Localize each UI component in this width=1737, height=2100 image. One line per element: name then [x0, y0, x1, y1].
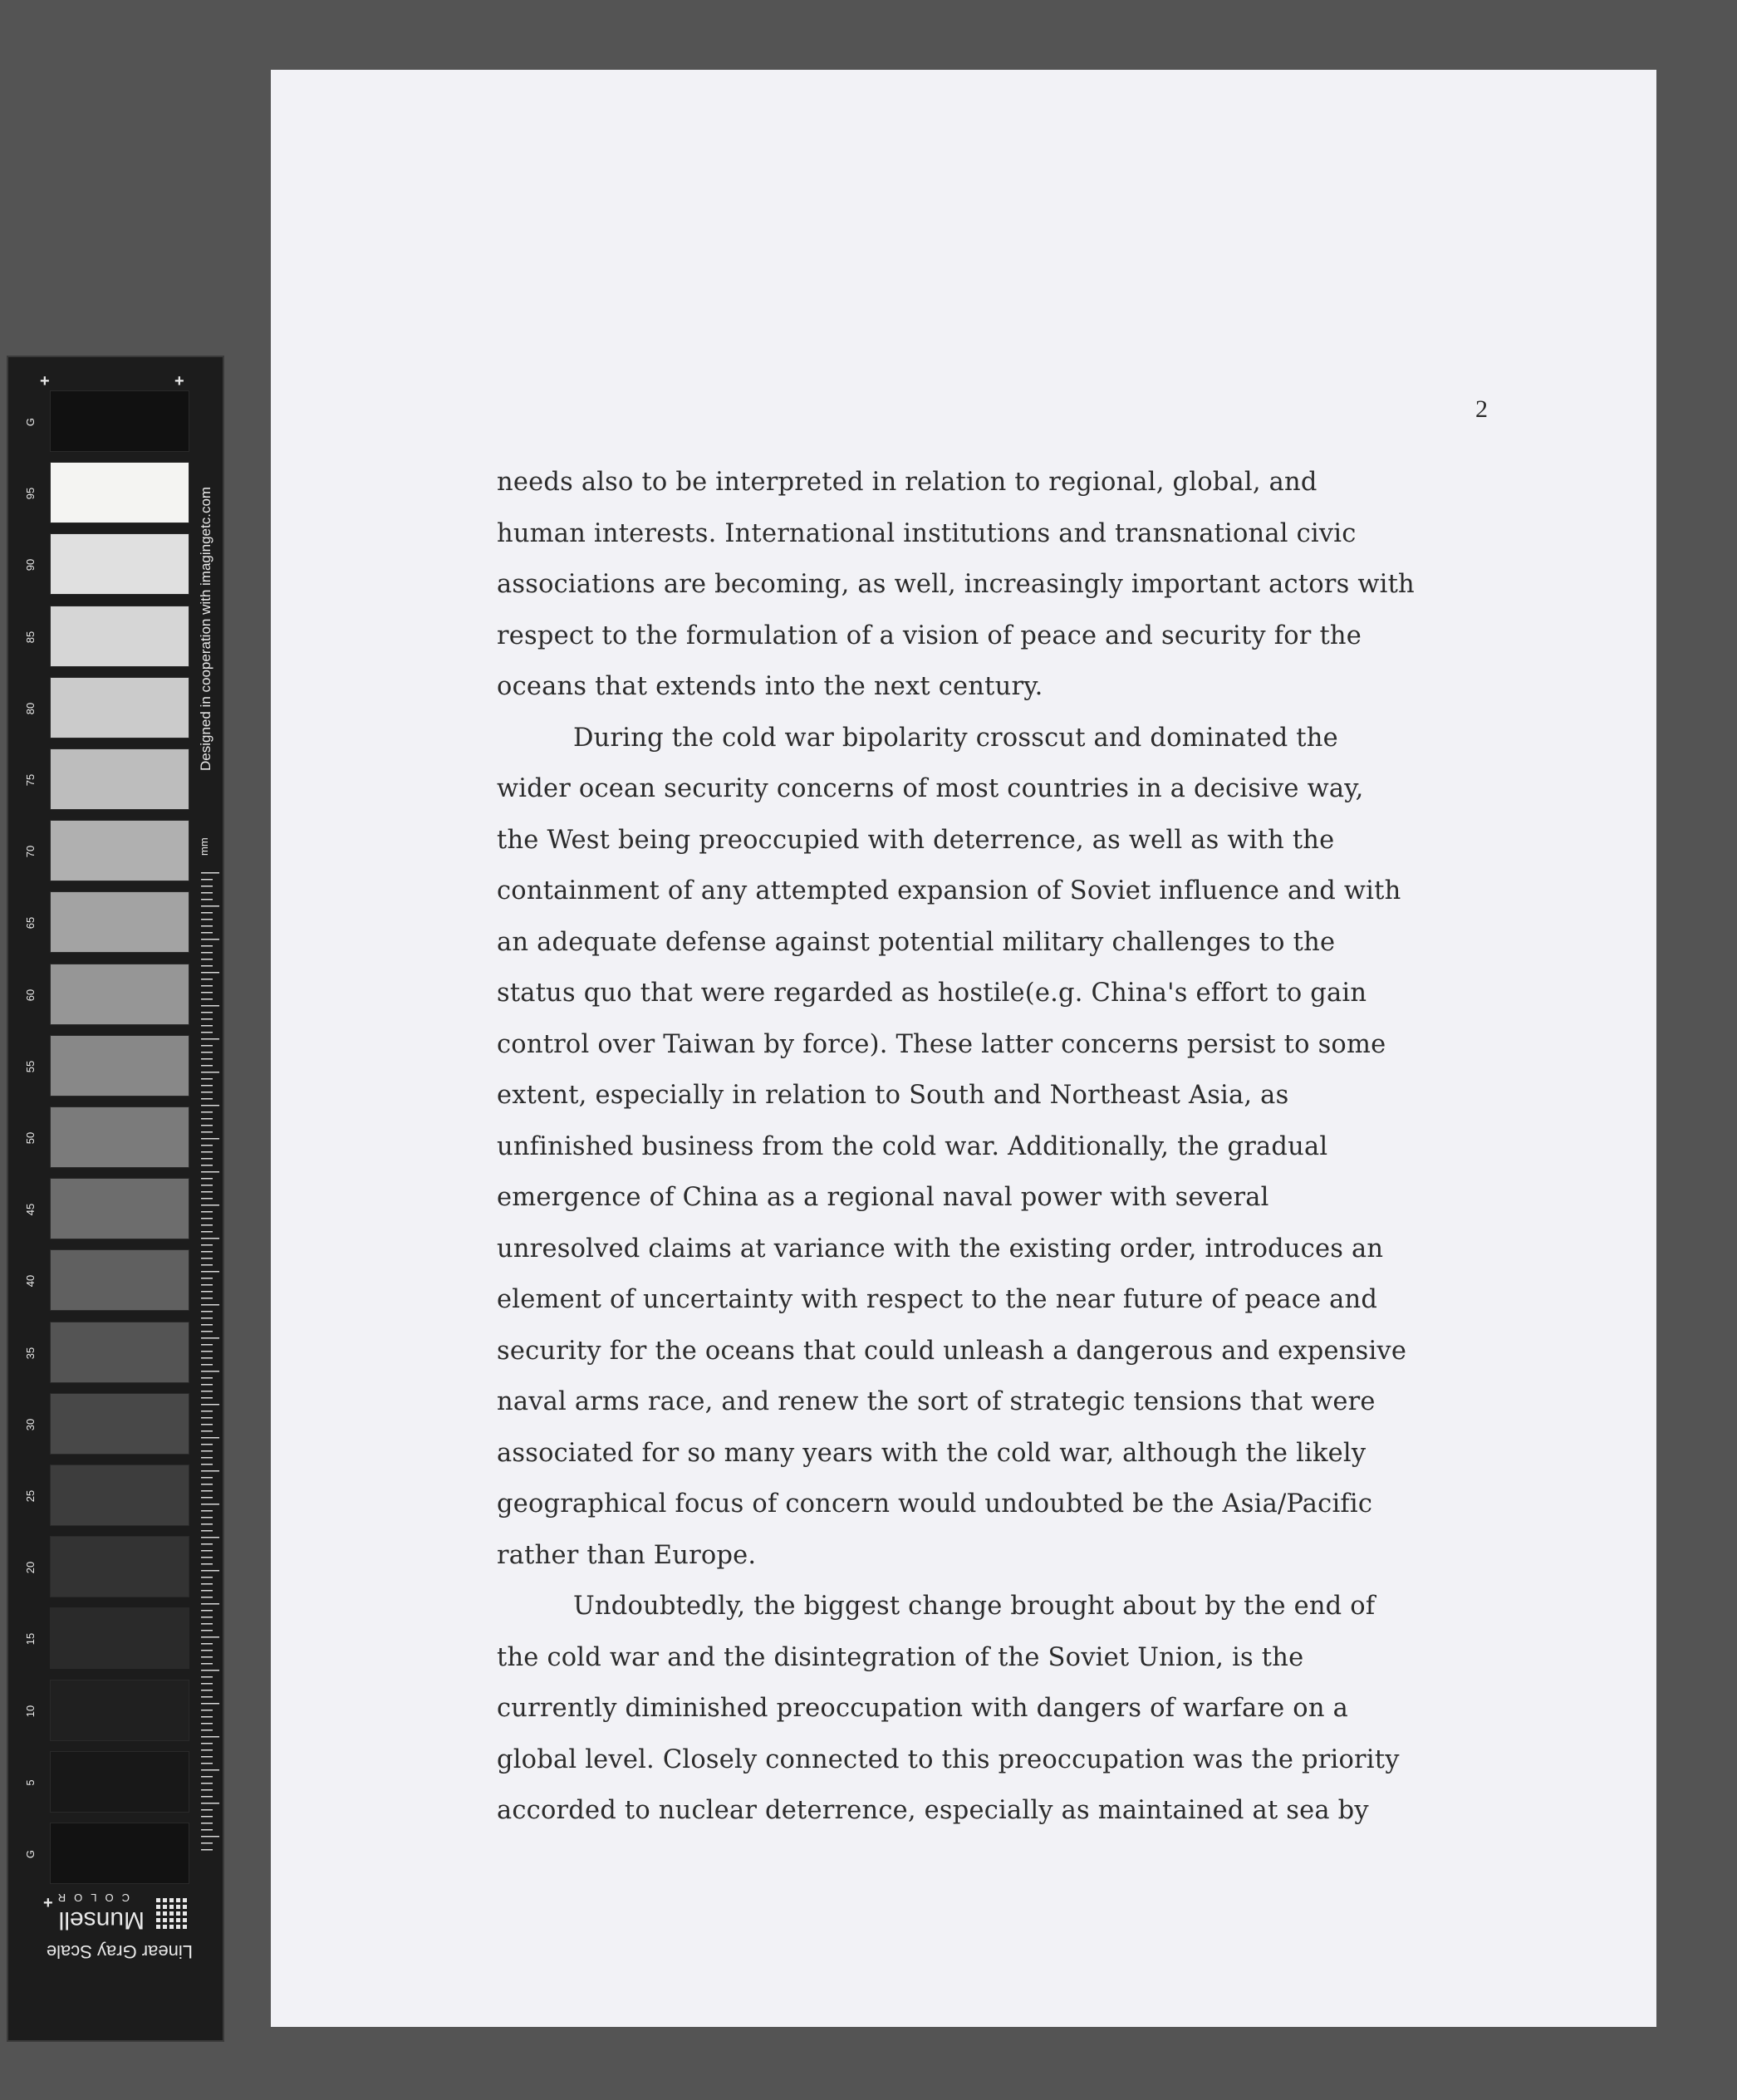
scale-name-label: Linear Gray Scale: [46, 1941, 193, 1962]
text-line: extent, especially in relation to South and Northeast Asia, as: [497, 1081, 1289, 1110]
millimeter-ruler: [201, 872, 223, 1852]
text-line: emergence of China as a regional naval power with several: [497, 1183, 1269, 1212]
gray-swatch: [50, 964, 189, 1025]
gray-swatch: [50, 1322, 189, 1383]
text-line: status quo that were regarded as hostile(e.g. China's effort to gain: [497, 979, 1367, 1008]
registration-mark: +: [40, 372, 50, 390]
registration-mark: +: [174, 372, 184, 390]
text-line: human interests. International institutions and transnational civic: [497, 518, 1357, 548]
gray-swatch: [50, 390, 189, 452]
step-label: 30: [24, 1418, 37, 1431]
gray-swatch: [50, 748, 189, 810]
gray-scale-card: [7, 356, 224, 2042]
gray-swatch: [50, 1751, 189, 1813]
gray-swatch: [50, 1106, 189, 1168]
step-label: 75: [24, 773, 37, 787]
text-line: currently diminished preoccupation with dangers of warfare on a: [497, 1694, 1348, 1723]
gray-swatch: [50, 677, 189, 738]
gray-swatch: [50, 1393, 189, 1455]
gray-swatch: [50, 1823, 189, 1884]
gray-swatch: [50, 820, 189, 881]
text-line: rather than Europe.: [497, 1540, 757, 1570]
step-label: 20: [24, 1561, 37, 1574]
step-label: 5: [24, 1779, 37, 1786]
step-label: 55: [24, 1060, 37, 1073]
credit-text: Designed in cooperation with imagingetc.com: [198, 486, 213, 771]
unit-label: mm: [198, 837, 210, 856]
step-label: 40: [24, 1275, 37, 1288]
step-label: G: [24, 1849, 37, 1859]
gray-swatch: [50, 533, 189, 595]
gray-swatch: [50, 1536, 189, 1597]
text-line: the West being preoccupied with deterrence, as well as with the: [497, 825, 1335, 855]
text-line: security for the oceans that could unleash a dangerous and expensive: [497, 1336, 1407, 1366]
gray-swatch: [50, 1178, 189, 1239]
step-label: 70: [24, 845, 37, 858]
brand-sub-label: COLOR: [49, 1891, 130, 1904]
step-label: 65: [24, 917, 37, 930]
text-line: geographical focus of concern would undoubted be the Asia/Pacific: [497, 1489, 1373, 1519]
step-label: 90: [24, 559, 37, 572]
text-line: needs also to be interpreted in relation to regional, global, and: [497, 468, 1317, 497]
text-line: containment of any attempted expansion of Soviet influence and with: [497, 876, 1401, 905]
gray-swatch: [50, 1465, 189, 1526]
step-label: 35: [24, 1347, 37, 1359]
munsell-logo-icon: [154, 1898, 187, 1931]
text-line: an adequate defense against potential military challenges to the: [497, 927, 1336, 957]
step-label: 95: [24, 487, 37, 500]
step-label: 15: [24, 1633, 37, 1646]
text-line: During the cold war bipolarity crosscut and dominated the: [573, 723, 1338, 753]
text-line: respect to the formulation of a vision of peace and security for the: [497, 621, 1362, 650]
gray-swatch: [50, 606, 189, 667]
step-label: 45: [24, 1203, 37, 1216]
text-line: accorded to nuclear deterrence, especially as maintained at sea by: [497, 1796, 1369, 1825]
registration-mark: +: [43, 1894, 53, 1912]
step-label: G: [24, 417, 37, 427]
page-number: 2: [1475, 395, 1488, 423]
step-label: 60: [24, 989, 37, 1001]
text-line: naval arms race, and renew the sort of strategic tensions that were: [497, 1387, 1376, 1416]
text-line: unfinished business from the cold war. Additionally, the gradual: [497, 1131, 1328, 1161]
gray-swatch: [50, 1035, 189, 1097]
text-line: unresolved claims at variance with the existing order, introduces an: [497, 1234, 1384, 1263]
gray-swatch: [50, 462, 189, 523]
text-line: associations are becoming, as well, increasingly important actors with: [497, 570, 1415, 599]
text-line: global level. Closely connected to this preoccupation was the priority: [497, 1744, 1400, 1774]
gray-swatch: [50, 891, 189, 953]
body-text: [497, 457, 1415, 1837]
text-line: control over Taiwan by force). These latter concerns persist to some: [497, 1029, 1386, 1059]
text-line: oceans that extends into the next century.: [497, 672, 1043, 701]
step-label: 85: [24, 630, 37, 643]
step-label: 10: [24, 1705, 37, 1717]
text-line: element of uncertainty with respect to the near future of peace and: [497, 1285, 1378, 1314]
text-line: the cold war and the disintegration of the Soviet Union, is the: [497, 1642, 1304, 1672]
step-label: 25: [24, 1489, 37, 1503]
text-line: Undoubtedly, the biggest change brought about by the end of: [573, 1592, 1376, 1621]
gray-swatch: [50, 1680, 189, 1741]
brand-label: Munsell: [58, 1906, 145, 1934]
text-line: wider ocean security concerns of most countries in a decisive way,: [497, 774, 1364, 803]
step-label: 50: [24, 1131, 37, 1145]
gray-swatch: [50, 1249, 189, 1311]
step-label: 80: [24, 702, 37, 715]
gray-swatch: [50, 1607, 189, 1669]
text-line: associated for so many years with the cold war, although the likely: [497, 1438, 1367, 1468]
